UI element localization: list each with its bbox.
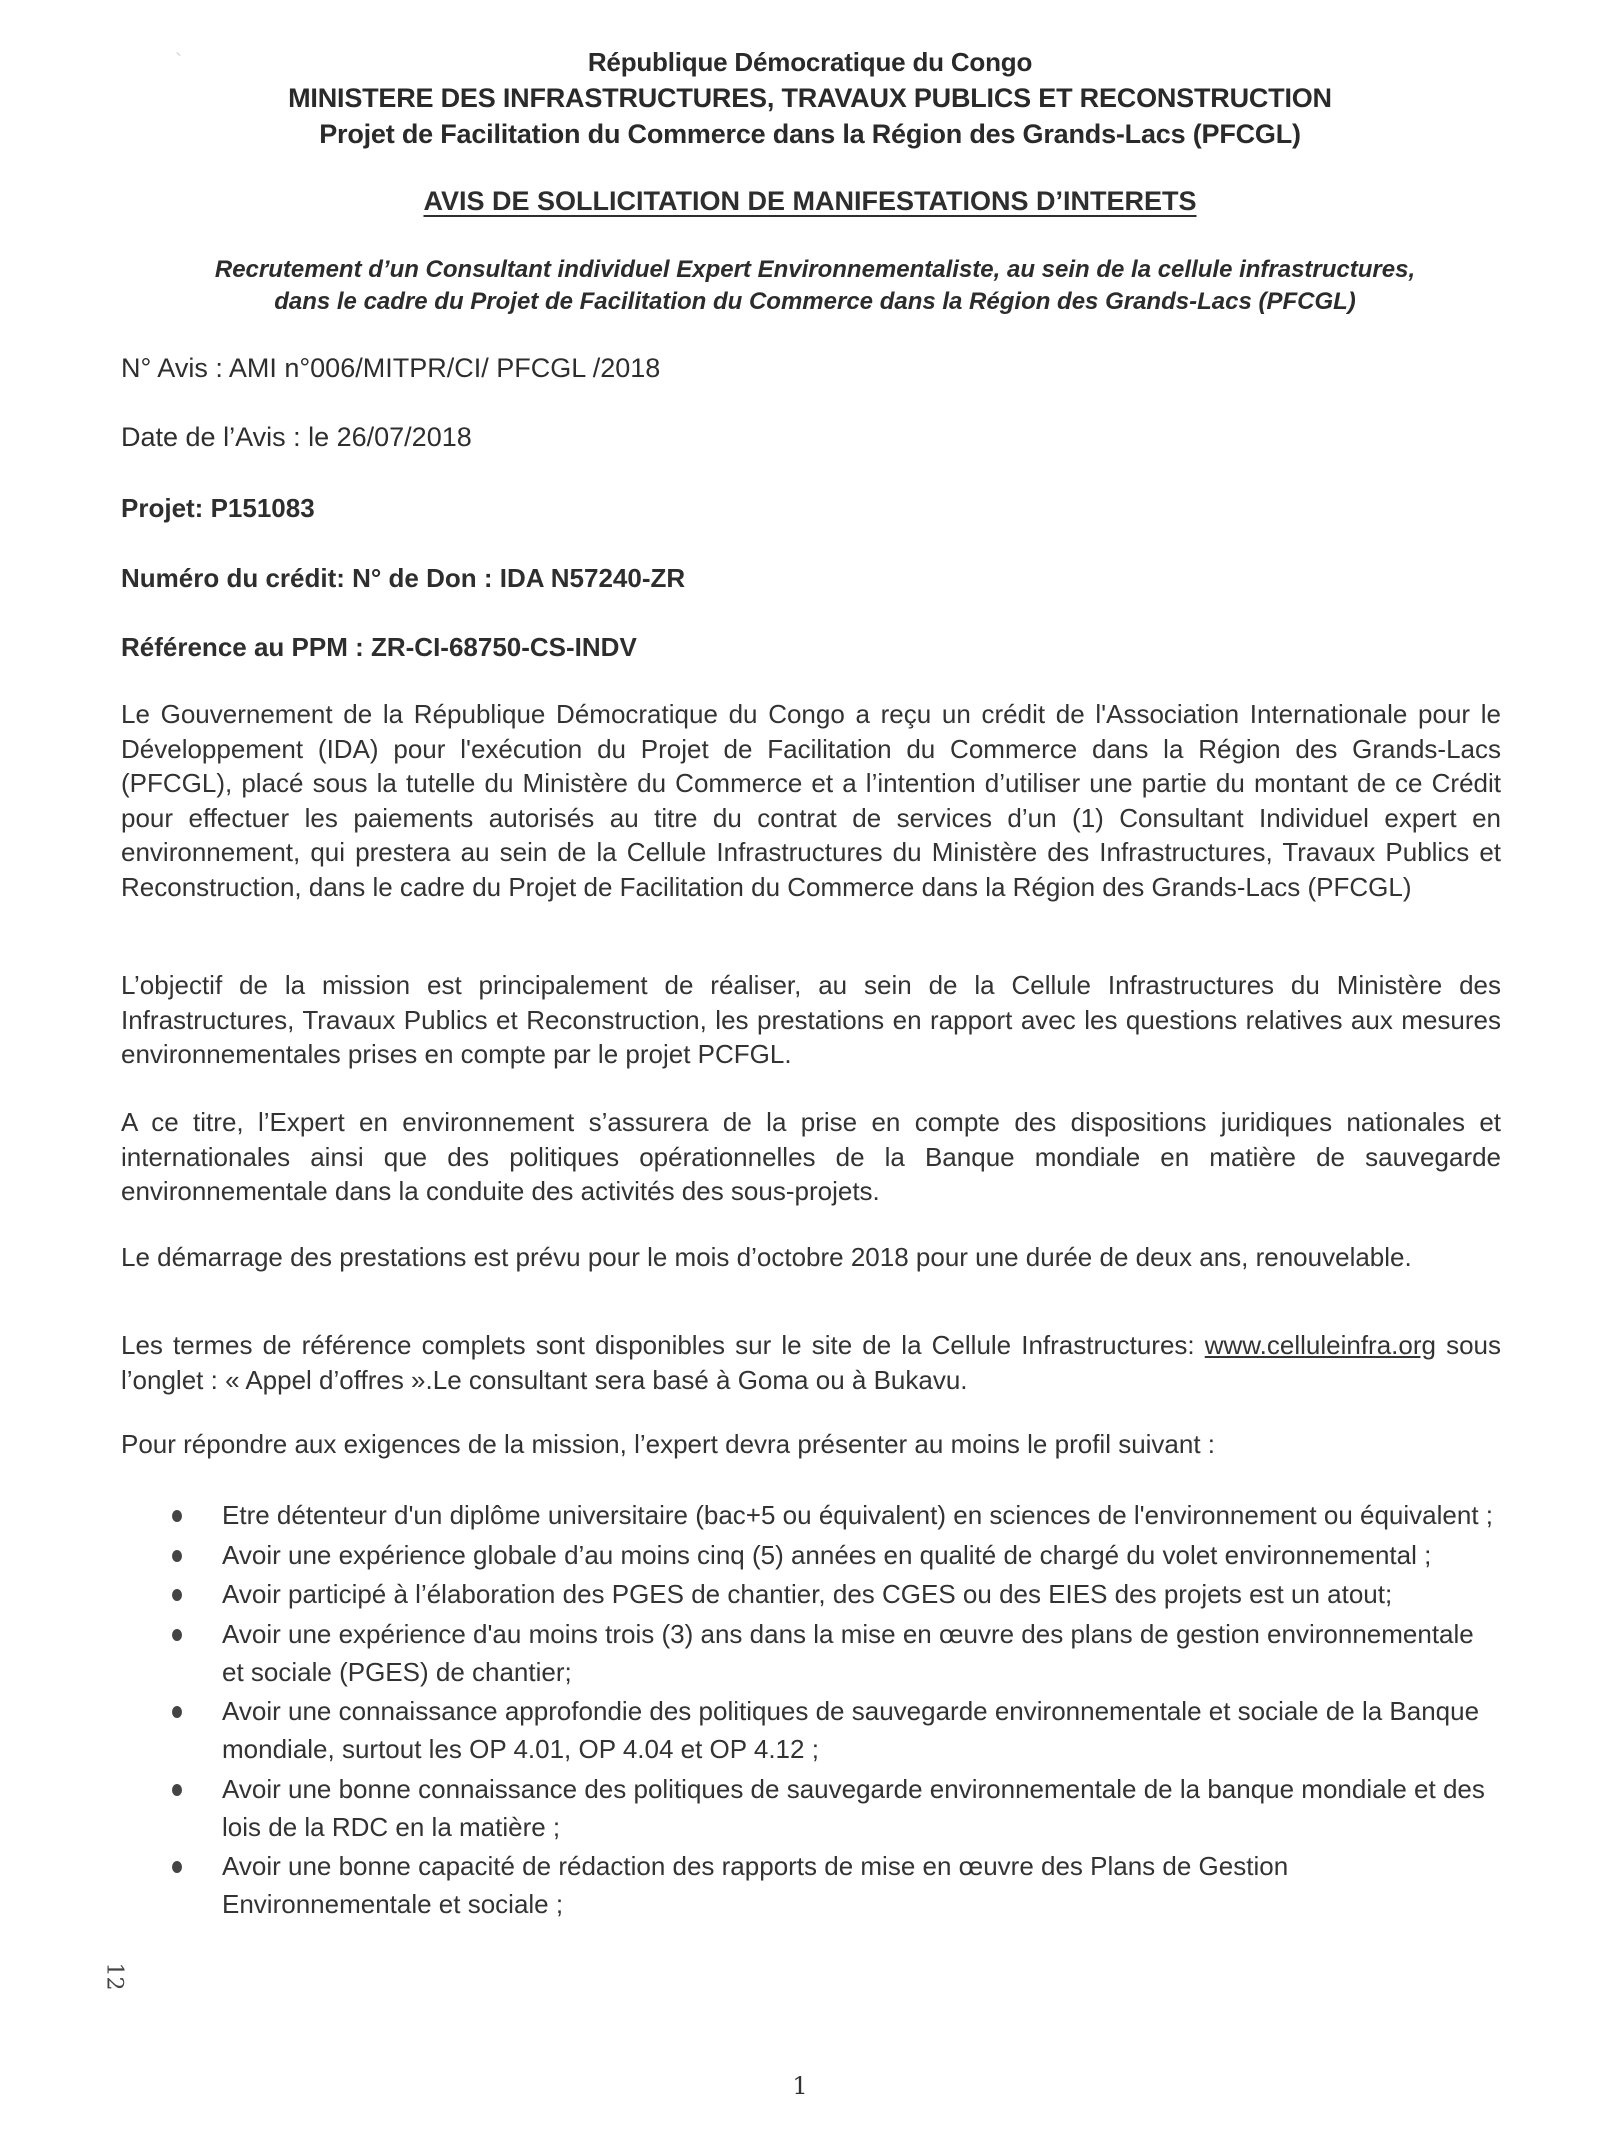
terms-text-start: Les termes de référence complets sont disponibles sur le site de la Cellule Infrastructures:: [121, 1330, 1205, 1360]
side-page-number: 12: [101, 1962, 127, 1991]
header-project: Projet de Facilitation du Commerce dans la Région des Grands-Lacs (PFCGL): [319, 119, 1301, 149]
avis-date: Date de l’Avis : le 26/07/2018: [121, 422, 472, 452]
requirement-text: Avoir participé à l’élaboration des PGES de chantier, des CGES ou des EIES des projets est un atout;: [222, 1579, 1393, 1609]
bullet-icon: [172, 1589, 182, 1601]
list-item: [121, 1692, 1501, 1768]
header-country: République Démocratique du Congo: [587, 47, 1033, 77]
bullet-icon: [172, 1706, 182, 1718]
requirement-text: Avoir une connaissance approfondie des politiques de sauvegarde environnementale et sociale de la Banque mondiale, surtout les OP 4.01, OP 4.04 et OP 4.12 ;: [222, 1696, 1480, 1764]
terms-text-end: sous l’onglet : « Appel d’offres ».Le consultant sera basé à Goma ou à Bukavu.: [121, 1330, 1501, 1395]
document-header: [120, 44, 1500, 152]
paragraph-start-date: Le démarrage des prestations est prévu pour le mois d’octobre 2018 pour une durée de deux ans, renouvelable.: [121, 1242, 1412, 1272]
list-item: [121, 1847, 1501, 1923]
requirement-text: Etre détenteur d'un diplôme universitaire (bac+5 ou équivalent) en sciences de l'environnement ou équivalent ;: [222, 1500, 1493, 1530]
requirement-text: Avoir une bonne capacité de rédaction des rapports de mise en œuvre des Plans de Gestion Environnementale et sociale ;: [222, 1851, 1289, 1919]
notice-title-text: AVIS DE SOLLICITATION DE MANIFESTATIONS D’INTERETS: [423, 186, 1197, 216]
notice-subtitle: [120, 254, 1510, 318]
bullet-icon: [172, 1629, 182, 1641]
ppm-reference: Référence au PPM : ZR-CI-68750-CS-INDV: [121, 632, 637, 662]
project-id: Projet: P151083: [121, 493, 315, 523]
list-item: [121, 1496, 1501, 1534]
avis-number: N° Avis : AMI n°006/MITPR/CI/ PFCGL /2018: [121, 353, 661, 383]
paragraph-funding: Le Gouvernement de la République Démocratique du Congo a reçu un crédit de l'Association Internationale pour le Développement (IDA) pour l'exécution du Projet de Facilitation du Commerce dans la Région des Grands-Lacs (PFCGL), placé sous la tutelle du Ministère du Commerce et a l’intention d’utiliser une partie du montant de ce Crédit pour effectuer les paiements autorisés au titre du contrat de services d’un (1) Consultant Individuel expert en environnement, qui prestera au sein de la Cellule Infrastructures du Ministère des Infrastructures, Travaux Publics et Reconstruction, dans le cadre du Projet de Facilitation du Commerce dans la Région des Grands-Lacs (PFCGL): [121, 699, 1501, 902]
paragraph-expert-role: A ce titre, l’Expert en environnement s’assurera de la prise en compte des dispositions juridiques nationales et internationales ainsi que des politiques opérationnelles de la Banque mondiale en matière de sauvegarde environnementale dans la conduite des activités des sous-projets.: [121, 1107, 1501, 1206]
credit-number: Numéro du crédit: N° de Don : IDA N57240-ZR: [121, 563, 686, 593]
requirement-text: Avoir une expérience d'au moins trois (3) ans dans la mise en œuvre des plans de gestion environnementale et sociale (PGES) de chantier;: [222, 1618, 1474, 1687]
requirement-text: Avoir une bonne connaissance des politiques de sauvegarde environnementale de la banque mondiale et des lois de la RDC en la matière ;: [222, 1773, 1485, 1842]
header-ministry: MINISTERE DES INFRASTRUCTURES, TRAVAUX PUBLICS ET RECONSTRUCTION: [288, 83, 1332, 113]
notice-title: [120, 186, 1500, 217]
scan-artifact: ⸜: [176, 47, 181, 58]
list-item: [121, 1615, 1501, 1691]
bullet-icon: [172, 1510, 182, 1522]
paragraph-objective: L’objectif de la mission est principalement de réaliser, au sein de la Cellule Infrastructures du Ministère des Infrastructures, Travaux Publics et Reconstruction, les prestations en rapport avec les questions relatives aux mesures environnementales prises en compte par le projet PCFGL.: [121, 970, 1501, 1069]
subtitle-line-2: dans le cadre du Projet de Facilitation du Commerce dans la Région des Grands-Lacs (PFCGL): [274, 288, 1356, 315]
requirement-text: Avoir une expérience globale d’au moins cinq (5) années en qualité de chargé du volet environnemental ;: [222, 1539, 1432, 1570]
bullet-icon: [172, 1861, 182, 1873]
celluleinfra-link[interactable]: www.celluleinfra.org: [1204, 1330, 1436, 1360]
requirements-list: [121, 1496, 1501, 1925]
paragraph-profile-intro: Pour répondre aux exigences de la mission, l’expert devra présenter au moins le profil suivant :: [121, 1429, 1216, 1459]
list-item: [121, 1575, 1501, 1613]
list-item: [121, 1770, 1501, 1846]
subtitle-line-1: Recrutement d’un Consultant individuel Expert Environnementaliste, au sein de la cellule infrastructures,: [214, 256, 1416, 283]
page-number: 1: [792, 2072, 808, 2100]
bullet-icon: [172, 1784, 182, 1796]
paragraph-terms-of-reference: [121, 1328, 1501, 1397]
list-item: [121, 1536, 1501, 1574]
bullet-icon: [172, 1550, 182, 1562]
